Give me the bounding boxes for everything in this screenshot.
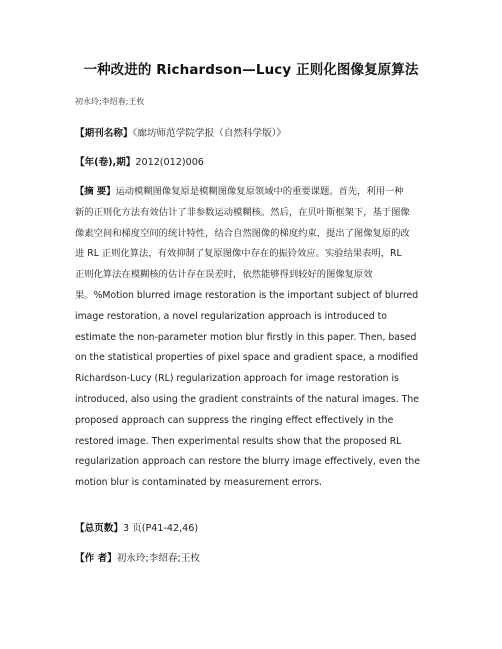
abstract-line: motion blur is contaminated by measurement errors. [75,477,323,489]
abstract-line: introduced, also using the gradient constraints of the natural images. The [75,393,419,405]
journal-value: 《廊坊师范学院学报（自然科学版）》 [132,128,287,139]
page-count-label: 【总页数】 [75,523,123,534]
abstract-line: proposed approach can suppress the ringing effect effectively in the [75,414,394,426]
page-count-value: 3 页(P41-42,46) [122,523,199,534]
authors-label: 【作 者】 [75,553,117,564]
abstract-line: 新的正则化方法有效估计了非参数运动模糊核。然后，在贝叶斯框架下，基于图像 [75,206,410,218]
journal-label: 【期刊名称】 [75,128,133,139]
document-title: 一种改进的 Richardson—Lucy 正则化图像复原算法 [83,62,419,78]
abstract-line: restored image. Then experimental results show that the proposed RL [75,435,402,447]
authors-field [75,550,200,564]
abstract-line: 正则化算法在模糊核的估计存在误差时，依然能够得到较好的图像复原效 [75,269,373,281]
abstract-line: 进 RL 正则化算法，有效抑制了复原图像中存在的振铃效应。实验结果表明，RL [75,248,402,260]
abstract-block [75,182,435,494]
year-issue-field [75,154,204,168]
author-line: 初永玲;李绍春;王枚 [75,97,145,106]
abstract-line: estimate the non-parameter motion blur firstly in this paper. Then, based [75,331,417,343]
abstract-line: Richardson-Lucy (RL) regularization approach for image restoration is [75,373,399,385]
authors-value: 初永玲;李绍春;王枚 [116,553,200,564]
abstract-line: image restoration, a novel regularization approach is introduced to [75,310,387,322]
abstract-label: 【摘 要】 [75,186,116,197]
journal-field [75,125,286,139]
abstract-line: 【摘 要】运动模糊图像复原是模糊图像复原领域中的重要课题。首先，利用一种 [75,186,404,197]
abstract-line: 像素空间和梯度空间的统计特性，结合自然图像的梯度约束，提出了图像复原的改 [75,227,410,239]
year-issue-value: 2012(012)006 [135,157,204,168]
page-count-field [75,520,198,534]
abstract-line: on the statistical properties of pixel space and gradient space, a modified [75,352,419,364]
year-issue-label: 【年(卷),期】 [75,157,136,168]
abstract-line: regularization approach can restore the blurry image effectively, even the [75,456,420,468]
abstract-line: 果。%Motion blurred image restoration is the important subject of blurred [75,289,419,301]
